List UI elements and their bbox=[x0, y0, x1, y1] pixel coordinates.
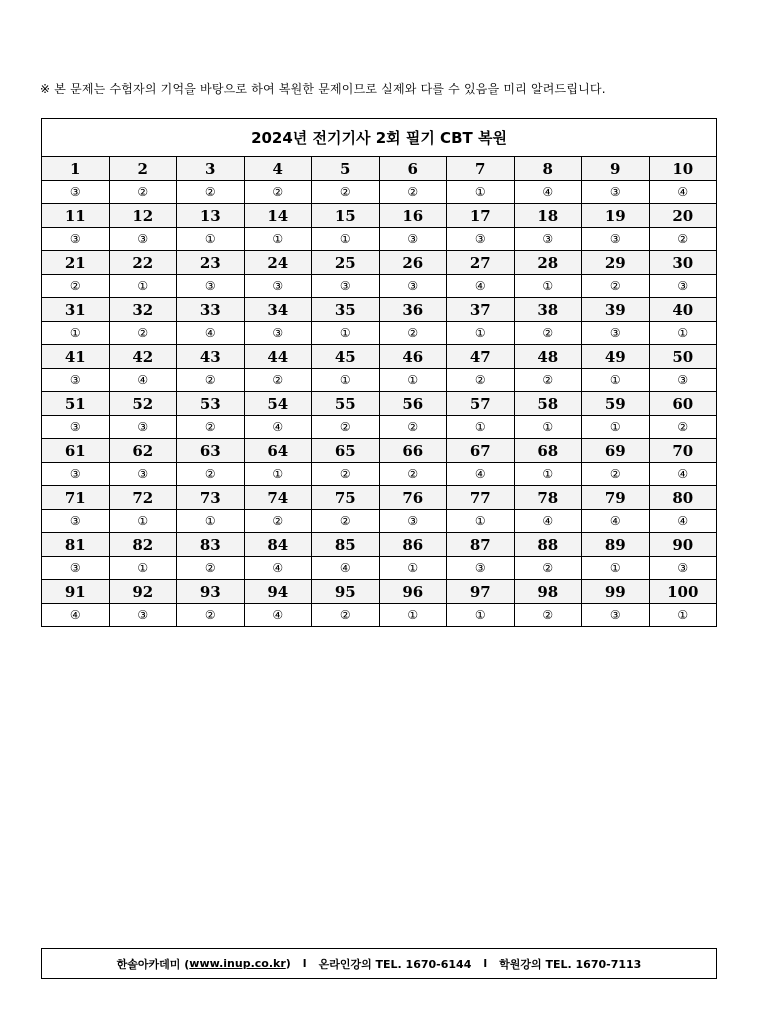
question-number-cell: 10 bbox=[649, 157, 717, 181]
footer-bar bbox=[41, 948, 717, 979]
answer-cell: ② bbox=[649, 228, 717, 251]
answer-cell: ① bbox=[447, 416, 515, 439]
question-number-cell: 18 bbox=[514, 204, 582, 228]
question-number-row bbox=[42, 486, 717, 510]
question-number-cell: 16 bbox=[379, 204, 447, 228]
answer-row bbox=[42, 510, 717, 533]
question-number-cell: 97 bbox=[447, 580, 515, 604]
answer-cell: ② bbox=[379, 416, 447, 439]
question-number-cell: 56 bbox=[379, 392, 447, 416]
answer-cell: ② bbox=[514, 557, 582, 580]
answer-cell: ③ bbox=[379, 510, 447, 533]
answer-row bbox=[42, 463, 717, 486]
answer-cell: ③ bbox=[379, 275, 447, 298]
answer-cell: ① bbox=[649, 604, 717, 627]
question-number-cell: 13 bbox=[177, 204, 245, 228]
answer-cell: ③ bbox=[379, 228, 447, 251]
question-number-cell: 2 bbox=[109, 157, 177, 181]
answer-cell: ① bbox=[177, 510, 245, 533]
question-number-cell: 85 bbox=[312, 533, 380, 557]
question-number-cell: 34 bbox=[244, 298, 312, 322]
question-number-cell: 59 bbox=[582, 392, 650, 416]
question-number-cell: 9 bbox=[582, 157, 650, 181]
answer-cell: ② bbox=[177, 416, 245, 439]
question-number-row bbox=[42, 392, 717, 416]
answer-cell: ③ bbox=[109, 416, 177, 439]
answer-cell: ④ bbox=[447, 463, 515, 486]
answer-cell: ① bbox=[177, 228, 245, 251]
question-number-cell: 37 bbox=[447, 298, 515, 322]
question-number-cell: 40 bbox=[649, 298, 717, 322]
answer-cell: ① bbox=[582, 416, 650, 439]
question-number-cell: 90 bbox=[649, 533, 717, 557]
question-number-cell: 45 bbox=[312, 345, 380, 369]
answer-cell: ③ bbox=[582, 181, 650, 204]
question-number-row bbox=[42, 204, 717, 228]
answer-row bbox=[42, 416, 717, 439]
answer-cell: ② bbox=[109, 322, 177, 345]
answer-cell: ① bbox=[447, 604, 515, 627]
question-number-cell: 4 bbox=[244, 157, 312, 181]
question-number-cell: 92 bbox=[109, 580, 177, 604]
footer-url-link[interactable]: www.inup.co.kr bbox=[189, 957, 286, 970]
answer-cell: ④ bbox=[177, 322, 245, 345]
question-number-cell: 63 bbox=[177, 439, 245, 463]
question-number-cell: 19 bbox=[582, 204, 650, 228]
question-number-cell: 27 bbox=[447, 251, 515, 275]
question-number-cell: 20 bbox=[649, 204, 717, 228]
answer-row bbox=[42, 557, 717, 580]
question-number-cell: 60 bbox=[649, 392, 717, 416]
question-number-cell: 84 bbox=[244, 533, 312, 557]
answer-row bbox=[42, 275, 717, 298]
question-number-cell: 47 bbox=[447, 345, 515, 369]
question-number-cell: 76 bbox=[379, 486, 447, 510]
question-number-row bbox=[42, 533, 717, 557]
question-number-cell: 35 bbox=[312, 298, 380, 322]
answer-cell: ① bbox=[582, 369, 650, 392]
answer-cell: ② bbox=[177, 557, 245, 580]
question-number-cell: 80 bbox=[649, 486, 717, 510]
answer-cell: ① bbox=[244, 463, 312, 486]
question-number-cell: 68 bbox=[514, 439, 582, 463]
question-number-cell: 39 bbox=[582, 298, 650, 322]
answer-cell: ② bbox=[177, 463, 245, 486]
answer-cell: ③ bbox=[244, 275, 312, 298]
answer-row bbox=[42, 369, 717, 392]
answer-cell: ④ bbox=[244, 416, 312, 439]
question-number-cell: 89 bbox=[582, 533, 650, 557]
answer-cell: ② bbox=[312, 181, 380, 204]
question-number-cell: 98 bbox=[514, 580, 582, 604]
footer-offline-tel: 학원강의 TEL. 1670-7113 bbox=[499, 957, 642, 971]
question-number-cell: 53 bbox=[177, 392, 245, 416]
question-number-cell: 81 bbox=[42, 533, 110, 557]
footer-separator: l bbox=[302, 957, 307, 970]
question-number-cell: 95 bbox=[312, 580, 380, 604]
question-number-cell: 99 bbox=[582, 580, 650, 604]
question-number-cell: 21 bbox=[42, 251, 110, 275]
question-number-row bbox=[42, 157, 717, 181]
question-number-row bbox=[42, 439, 717, 463]
answer-cell: ④ bbox=[244, 557, 312, 580]
question-number-cell: 62 bbox=[109, 439, 177, 463]
answer-cell: ③ bbox=[649, 369, 717, 392]
question-number-cell: 64 bbox=[244, 439, 312, 463]
answer-cell: ③ bbox=[514, 228, 582, 251]
question-number-cell: 66 bbox=[379, 439, 447, 463]
question-number-cell: 38 bbox=[514, 298, 582, 322]
answer-cell: ③ bbox=[582, 228, 650, 251]
answer-cell: ① bbox=[312, 369, 380, 392]
answer-cell: ③ bbox=[312, 275, 380, 298]
answer-cell: ① bbox=[244, 228, 312, 251]
answer-cell: ② bbox=[649, 416, 717, 439]
answer-cell: ① bbox=[447, 510, 515, 533]
answer-cell: ③ bbox=[649, 557, 717, 580]
answer-cell: ② bbox=[514, 322, 582, 345]
answer-cell: ① bbox=[379, 369, 447, 392]
question-number-cell: 41 bbox=[42, 345, 110, 369]
footer-academy-close: ) bbox=[285, 957, 291, 970]
question-number-row bbox=[42, 251, 717, 275]
question-number-cell: 78 bbox=[514, 486, 582, 510]
question-number-cell: 48 bbox=[514, 345, 582, 369]
notice-text: ※ 본 문제는 수험자의 기억을 바탕으로 하여 복원한 문제이므로 실제와 다를 수 있음을 미리 알려드립니다. bbox=[40, 82, 606, 96]
question-number-cell: 33 bbox=[177, 298, 245, 322]
answer-cell: ④ bbox=[109, 369, 177, 392]
answer-cell: ③ bbox=[649, 275, 717, 298]
answer-cell: ③ bbox=[42, 228, 110, 251]
question-number-cell: 1 bbox=[42, 157, 110, 181]
question-number-cell: 46 bbox=[379, 345, 447, 369]
answer-cell: ② bbox=[109, 181, 177, 204]
answer-cell: ① bbox=[42, 322, 110, 345]
answer-cell: ④ bbox=[649, 463, 717, 486]
answer-table bbox=[41, 118, 717, 627]
answer-cell: ③ bbox=[177, 275, 245, 298]
answer-cell: ③ bbox=[244, 322, 312, 345]
answer-cell: ② bbox=[582, 463, 650, 486]
question-number-cell: 83 bbox=[177, 533, 245, 557]
answer-cell: ① bbox=[582, 557, 650, 580]
answer-cell: ① bbox=[514, 463, 582, 486]
question-number-cell: 29 bbox=[582, 251, 650, 275]
question-number-cell: 55 bbox=[312, 392, 380, 416]
answer-cell: ② bbox=[514, 369, 582, 392]
question-number-cell: 52 bbox=[109, 392, 177, 416]
question-number-cell: 79 bbox=[582, 486, 650, 510]
question-number-cell: 14 bbox=[244, 204, 312, 228]
answer-cell: ① bbox=[379, 604, 447, 627]
answer-cell: ④ bbox=[514, 510, 582, 533]
answer-cell: ③ bbox=[42, 557, 110, 580]
answer-cell: ④ bbox=[42, 604, 110, 627]
question-number-cell: 7 bbox=[447, 157, 515, 181]
answer-cell: ③ bbox=[42, 510, 110, 533]
answer-cell: ③ bbox=[447, 228, 515, 251]
answer-cell: ③ bbox=[42, 463, 110, 486]
question-number-cell: 86 bbox=[379, 533, 447, 557]
question-number-cell: 71 bbox=[42, 486, 110, 510]
answer-cell: ③ bbox=[109, 228, 177, 251]
question-number-row bbox=[42, 298, 717, 322]
question-number-cell: 88 bbox=[514, 533, 582, 557]
answer-cell: ③ bbox=[42, 181, 110, 204]
question-number-cell: 49 bbox=[582, 345, 650, 369]
answer-cell: ① bbox=[447, 181, 515, 204]
answer-cell: ③ bbox=[447, 557, 515, 580]
question-number-cell: 100 bbox=[649, 580, 717, 604]
answer-cell: ② bbox=[514, 604, 582, 627]
question-number-cell: 26 bbox=[379, 251, 447, 275]
answer-cell: ③ bbox=[42, 416, 110, 439]
question-number-cell: 73 bbox=[177, 486, 245, 510]
answer-row bbox=[42, 322, 717, 345]
footer-separator: l bbox=[483, 957, 488, 970]
answer-cell: ① bbox=[109, 510, 177, 533]
question-number-cell: 8 bbox=[514, 157, 582, 181]
footer-online-tel: 온라인강의 TEL. 1670-6144 bbox=[318, 957, 472, 971]
question-number-cell: 3 bbox=[177, 157, 245, 181]
answer-cell: ③ bbox=[42, 369, 110, 392]
answer-cell: ② bbox=[177, 181, 245, 204]
footer-academy: 한솔아카데미 ( bbox=[116, 957, 190, 971]
answer-cell: ③ bbox=[109, 604, 177, 627]
answer-cell: ② bbox=[42, 275, 110, 298]
question-number-cell: 28 bbox=[514, 251, 582, 275]
answer-cell: ② bbox=[244, 510, 312, 533]
answer-cell: ④ bbox=[582, 510, 650, 533]
question-number-cell: 51 bbox=[42, 392, 110, 416]
answer-cell: ③ bbox=[582, 322, 650, 345]
question-number-cell: 22 bbox=[109, 251, 177, 275]
answer-cell: ④ bbox=[312, 557, 380, 580]
question-number-cell: 17 bbox=[447, 204, 515, 228]
question-number-cell: 65 bbox=[312, 439, 380, 463]
answer-cell: ② bbox=[379, 463, 447, 486]
question-number-cell: 67 bbox=[447, 439, 515, 463]
answer-cell: ③ bbox=[109, 463, 177, 486]
question-number-cell: 75 bbox=[312, 486, 380, 510]
answer-cell: ② bbox=[244, 181, 312, 204]
answer-cell: ② bbox=[379, 181, 447, 204]
answer-row bbox=[42, 181, 717, 204]
question-number-cell: 43 bbox=[177, 345, 245, 369]
question-number-cell: 44 bbox=[244, 345, 312, 369]
question-number-cell: 24 bbox=[244, 251, 312, 275]
question-number-cell: 69 bbox=[582, 439, 650, 463]
question-number-cell: 36 bbox=[379, 298, 447, 322]
answer-cell: ② bbox=[244, 369, 312, 392]
answer-cell: ② bbox=[312, 604, 380, 627]
answer-cell: ① bbox=[447, 322, 515, 345]
question-number-cell: 54 bbox=[244, 392, 312, 416]
answer-cell: ① bbox=[379, 557, 447, 580]
question-number-cell: 5 bbox=[312, 157, 380, 181]
answer-cell: ① bbox=[312, 322, 380, 345]
question-number-cell: 91 bbox=[42, 580, 110, 604]
answer-cell: ① bbox=[514, 275, 582, 298]
question-number-cell: 30 bbox=[649, 251, 717, 275]
answer-cell: ② bbox=[312, 510, 380, 533]
answer-cell: ① bbox=[514, 416, 582, 439]
question-number-cell: 6 bbox=[379, 157, 447, 181]
answer-row bbox=[42, 228, 717, 251]
answer-cell: ① bbox=[109, 557, 177, 580]
question-number-cell: 70 bbox=[649, 439, 717, 463]
question-number-cell: 25 bbox=[312, 251, 380, 275]
question-number-cell: 57 bbox=[447, 392, 515, 416]
question-number-cell: 42 bbox=[109, 345, 177, 369]
question-number-cell: 15 bbox=[312, 204, 380, 228]
question-number-cell: 23 bbox=[177, 251, 245, 275]
answer-cell: ① bbox=[109, 275, 177, 298]
question-number-cell: 61 bbox=[42, 439, 110, 463]
answer-cell: ② bbox=[177, 369, 245, 392]
question-number-row bbox=[42, 580, 717, 604]
answer-cell: ② bbox=[379, 322, 447, 345]
answer-cell: ④ bbox=[447, 275, 515, 298]
question-number-cell: 96 bbox=[379, 580, 447, 604]
answer-cell: ② bbox=[312, 463, 380, 486]
answer-cell: ④ bbox=[649, 510, 717, 533]
question-number-cell: 32 bbox=[109, 298, 177, 322]
answer-cell: ② bbox=[312, 416, 380, 439]
answer-cell: ② bbox=[447, 369, 515, 392]
question-number-cell: 94 bbox=[244, 580, 312, 604]
table-title: 2024년 전기기사 2회 필기 CBT 복원 bbox=[42, 119, 717, 157]
question-number-cell: 12 bbox=[109, 204, 177, 228]
answer-cell: ④ bbox=[244, 604, 312, 627]
question-number-row bbox=[42, 345, 717, 369]
answer-cell: ② bbox=[177, 604, 245, 627]
answer-cell: ④ bbox=[649, 181, 717, 204]
answer-cell: ③ bbox=[582, 604, 650, 627]
question-number-cell: 11 bbox=[42, 204, 110, 228]
question-number-cell: 77 bbox=[447, 486, 515, 510]
question-number-cell: 87 bbox=[447, 533, 515, 557]
question-number-cell: 58 bbox=[514, 392, 582, 416]
answer-cell: ① bbox=[312, 228, 380, 251]
question-number-cell: 31 bbox=[42, 298, 110, 322]
question-number-cell: 50 bbox=[649, 345, 717, 369]
answer-row bbox=[42, 604, 717, 627]
answer-cell: ② bbox=[582, 275, 650, 298]
answer-cell: ① bbox=[649, 322, 717, 345]
question-number-cell: 82 bbox=[109, 533, 177, 557]
question-number-cell: 93 bbox=[177, 580, 245, 604]
answer-cell: ④ bbox=[514, 181, 582, 204]
question-number-cell: 74 bbox=[244, 486, 312, 510]
question-number-cell: 72 bbox=[109, 486, 177, 510]
